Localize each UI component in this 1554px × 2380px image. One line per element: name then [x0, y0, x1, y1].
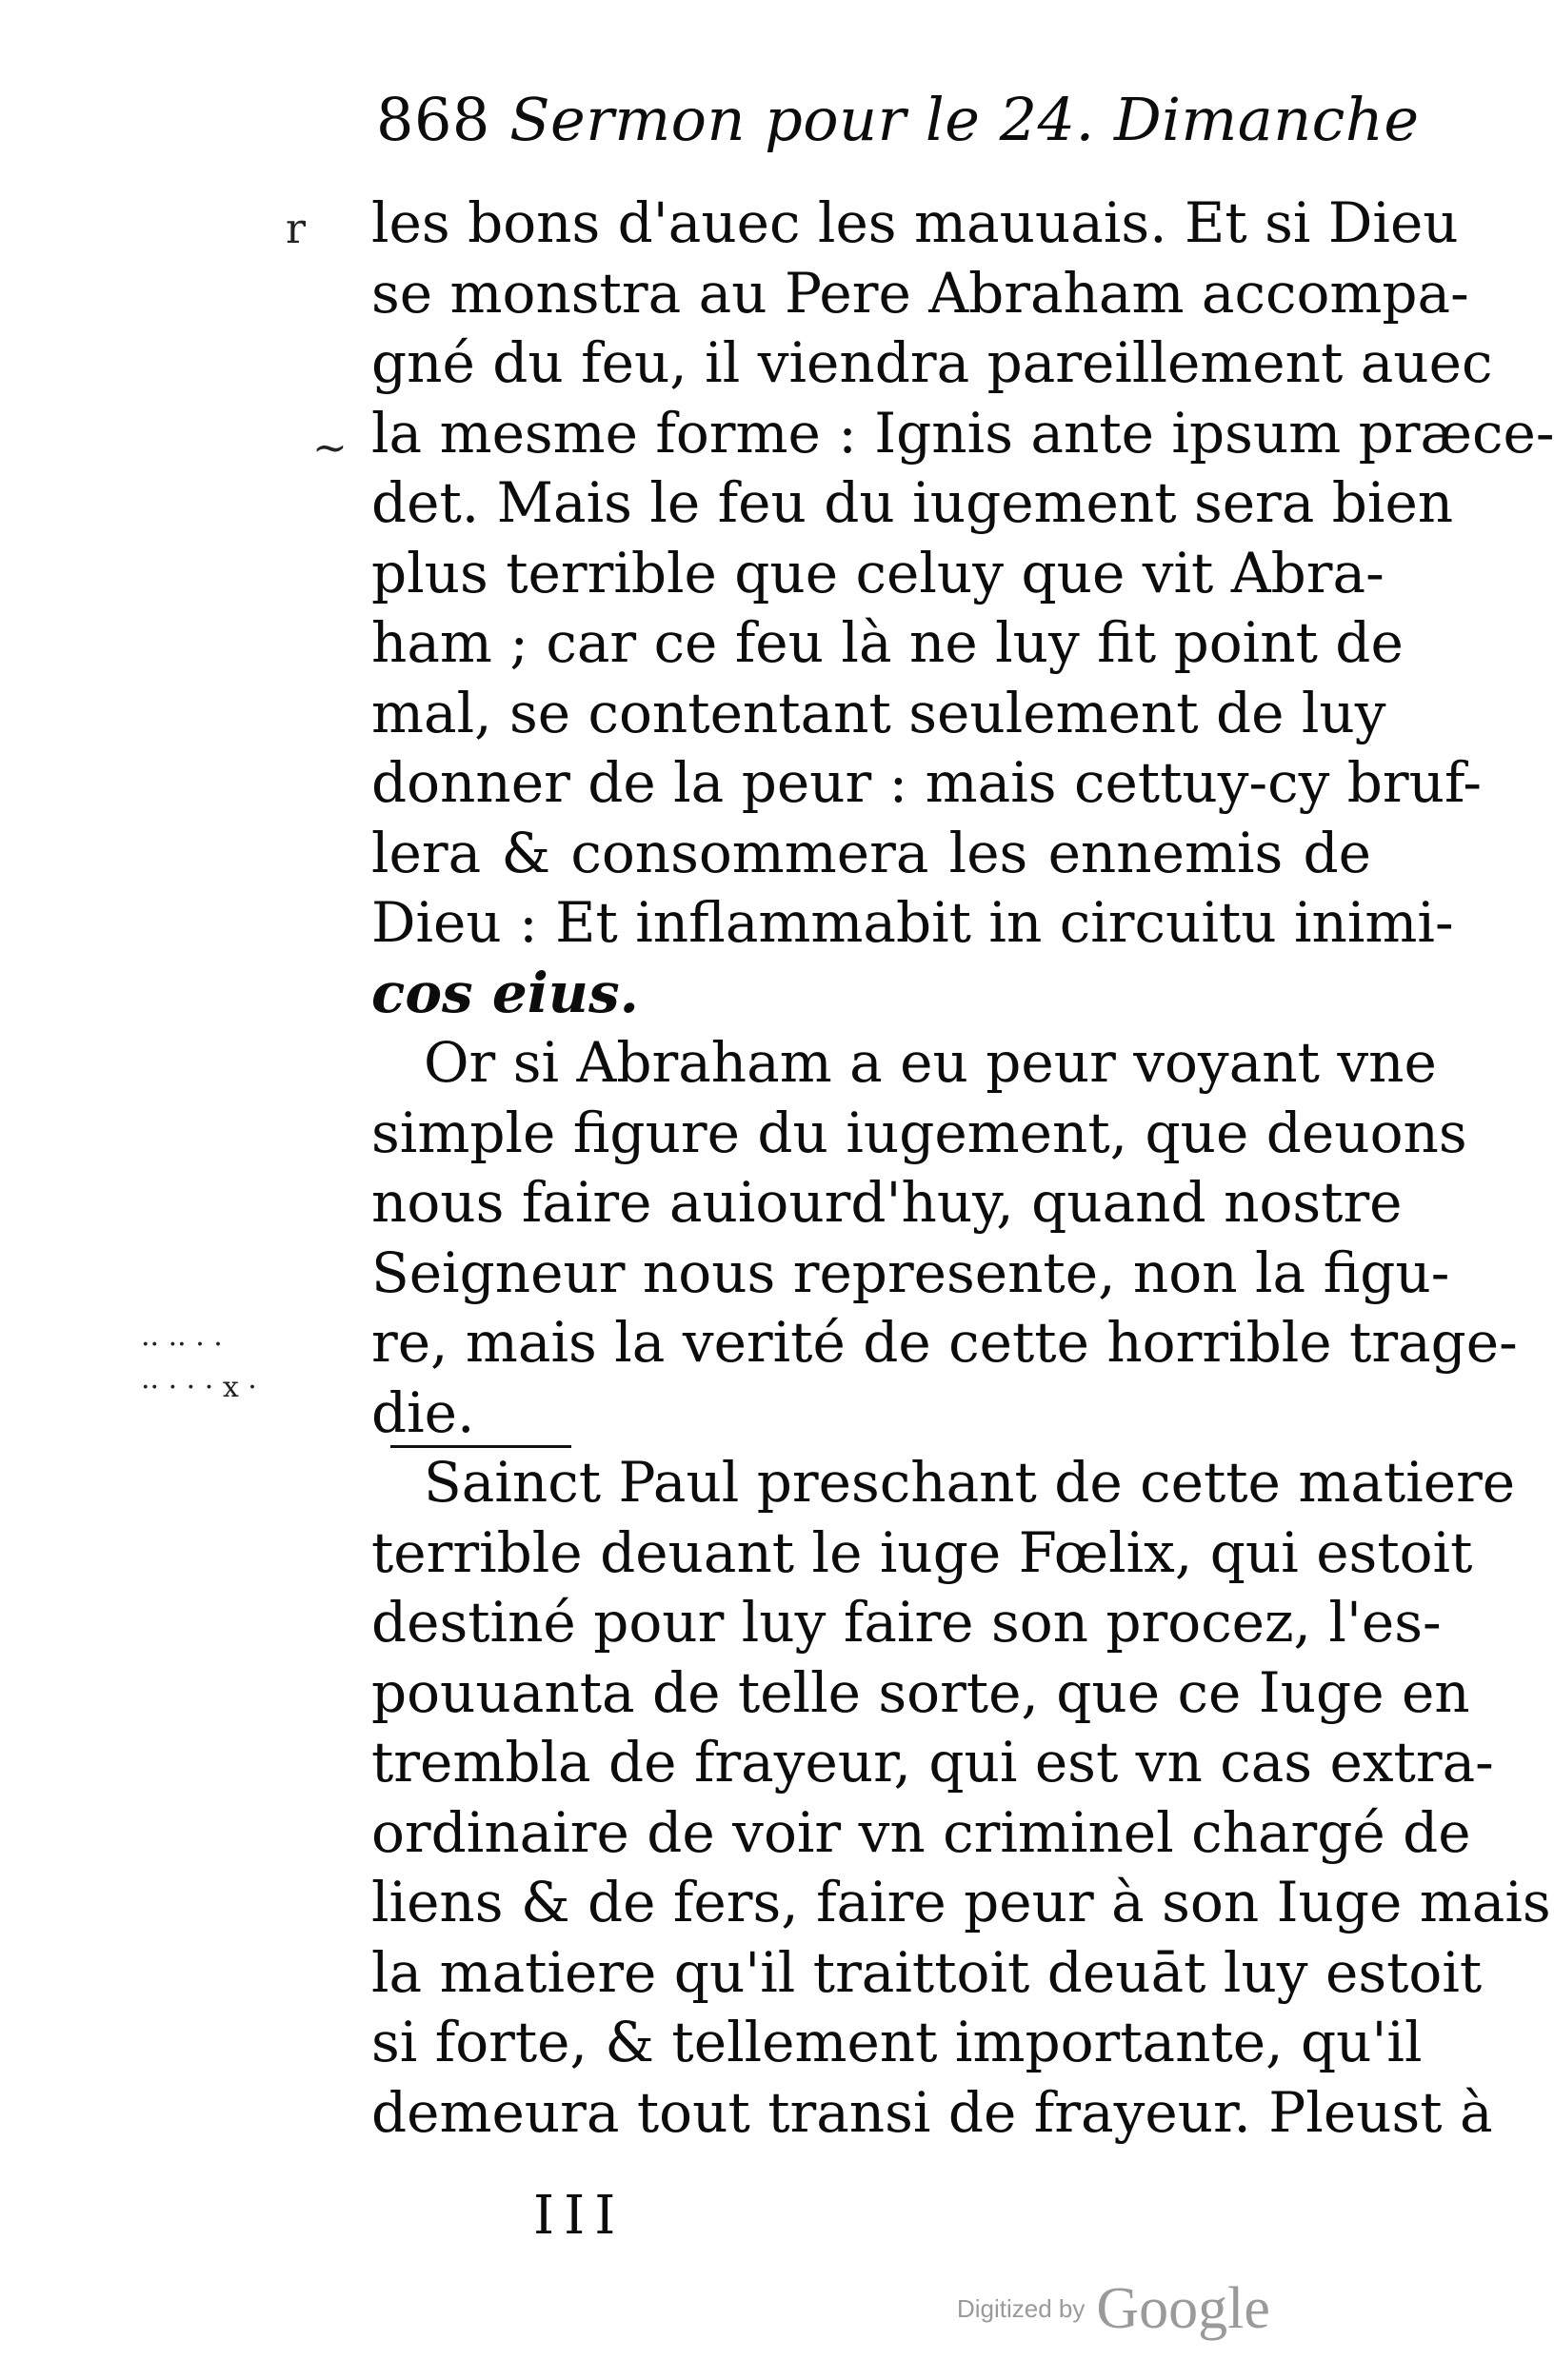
sermon-body-text — [371, 188, 1554, 2148]
underline-rule — [390, 1445, 571, 1448]
paragraph-start-line: Or si Abraham a eu peur voyant vne — [424, 1030, 1437, 1095]
google-logo: Google — [1096, 2276, 1270, 2341]
page-number: 868 — [376, 85, 490, 154]
text-line: demeura tout transi de frayeur. Pleust à — [371, 2079, 1493, 2145]
text-line: se monstra au Pere Abraham accompa- — [371, 260, 1469, 326]
text-line: les bons d'auec les mauuais. Et si Dieu — [371, 190, 1459, 255]
margin-ink-mark: r — [286, 205, 307, 253]
text-line: pouuanta de telle sorte, que ce Iuge en — [371, 1659, 1470, 1725]
digitization-watermark — [957, 2275, 1270, 2343]
text-line: die. — [371, 1379, 475, 1445]
margin-ink-mark: ~ — [312, 424, 348, 472]
text-line: la mesme forme : Ignis ante ipsum præce- — [371, 400, 1554, 466]
latin-quote-line: cos eius. — [371, 960, 639, 1025]
text-line: re, mais la verité de cette horrible trage- — [371, 1310, 1518, 1375]
text-line: donner de la peur : mais cettuy-cy bruf- — [371, 750, 1483, 815]
text-line: lera & consommera les ennemis de — [371, 820, 1371, 885]
paragraph-start-line: Sainct Paul preschant de cette matiere — [424, 1450, 1516, 1515]
margin-ink-mark: ·· · · · x · — [141, 1371, 257, 1404]
text-line: gné du feu, il viendra pareillement auec — [371, 330, 1493, 395]
text-line: destiné pour luy faire son procez, l'es- — [371, 1590, 1442, 1655]
text-line: ham ; car ce feu là ne luy fit point de — [371, 610, 1404, 675]
watermark-prefix: Digitized by — [957, 2294, 1086, 2323]
running-header — [376, 85, 1420, 154]
text-line: simple figure du iugement, que deuons — [371, 1100, 1467, 1165]
text-line: si forte, & tellement importante, qu'il — [371, 2010, 1423, 2074]
text-line: det. Mais le feu du iugement sera bien — [371, 470, 1454, 535]
text-line: nous faire auiourd'huy, quand nostre — [371, 1170, 1403, 1235]
catchword: III — [533, 2185, 626, 2247]
text-line: la matiere qu'il traittoit deuāt luy estoit — [371, 1939, 1483, 2005]
text-line: plus terrible que celuy que vit Abra- — [371, 540, 1385, 605]
text-line: terrible deuant le iuge Fœlix, qui estoit — [371, 1519, 1473, 1585]
text-line: Seigneur nous represente, non la figu- — [371, 1240, 1450, 1305]
text-line: mal, se contentant seulement de luy — [371, 680, 1386, 745]
text-line: trembla de frayeur, qui est vn cas extra- — [371, 1730, 1494, 1795]
text-line: liens & de fers, faire peur à son Iuge mais — [371, 1870, 1551, 1934]
text-line: Dieu : Et inflammabit in circuitu inimi- — [371, 890, 1454, 955]
running-title: Sermon pour le 24. Dimanche — [509, 85, 1420, 154]
margin-ink-mark: ·· ·· · · — [141, 1328, 223, 1361]
text-line: ordinaire de voir vn criminel chargé de — [371, 1799, 1471, 1865]
